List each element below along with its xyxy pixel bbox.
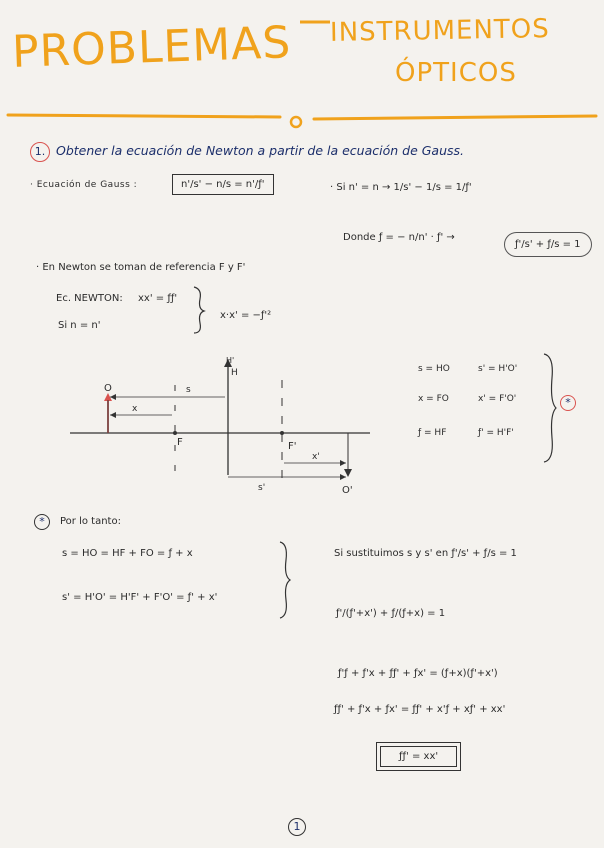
label-h: H	[231, 368, 238, 378]
expanded-equation: ƒ'ƒ + ƒ'x + ƒƒ' + ƒx' = (ƒ+x)(ƒ'+x')	[338, 668, 498, 679]
optics-diagram	[60, 345, 380, 505]
newton-brace	[190, 285, 210, 335]
label-x: x	[132, 404, 138, 414]
newton-equation: xx' = ƒƒ'	[138, 293, 178, 304]
therefore-label: Por lo tanto:	[60, 516, 121, 527]
def-f: ƒ = HF	[418, 428, 447, 438]
page-number: 1	[288, 818, 306, 836]
derivation-brace	[276, 540, 296, 620]
label-o: O	[104, 383, 112, 394]
label-op: O'	[342, 485, 353, 496]
newton-equation-2: x·x' = −ƒ'²	[220, 310, 272, 321]
newton-intro: · En Newton se toman de referencia F y F'	[36, 262, 246, 273]
newton-si: Si n = n'	[58, 320, 101, 331]
title-problemas: PROBLEMAS	[11, 17, 293, 78]
s-equation: s = HO = HF + FO = ƒ + x	[62, 548, 193, 559]
fraction-equation: ƒ'/(ƒ'+x') + ƒ/(ƒ+x) = 1	[336, 608, 446, 619]
substitution-text: Si sustituimos s y s' en ƒ'/s' + ƒ/s = 1	[334, 548, 517, 559]
gauss-case: · Si n' = n → 1/s' − 1/s = 1/ƒ'	[330, 182, 472, 193]
gauss-equation: n'/s' − n/s = n'/ƒ'	[172, 174, 274, 195]
title-instrumentos: INSTRUMENTOS	[329, 14, 551, 48]
problem-statement: Obtener la ecuación de Newton a partir de la ecuación de Gauss.	[56, 143, 464, 158]
def-x: x = FO	[418, 394, 449, 404]
label-xp: x'	[312, 452, 320, 462]
label-sp: s'	[258, 483, 266, 493]
star-marker: *	[560, 395, 576, 411]
label-s: s	[186, 385, 191, 395]
defs-brace	[540, 352, 560, 464]
gauss-donde: Donde ƒ = − n/n' · ƒ' →	[343, 232, 455, 243]
def-sp: s' = H'O'	[478, 364, 518, 374]
gauss-label: · Ecuación de Gauss :	[30, 180, 138, 190]
title-underline	[0, 0, 604, 140]
sp-equation: s' = H'O' = H'F' + F'O' = ƒ' + x'	[62, 592, 218, 603]
star-label: *	[34, 514, 50, 530]
label-f: F	[177, 437, 183, 448]
def-xp: x' = F'O'	[478, 394, 517, 404]
problem-number: 1.	[30, 142, 50, 162]
def-fp: ƒ' = H'F'	[478, 428, 514, 438]
final-result: ƒƒ' = xx'	[376, 742, 461, 771]
title-opticos: ÓPTICOS	[395, 58, 517, 88]
def-s: s = HO	[418, 364, 450, 374]
cancel-equation: ƒƒ' + ƒ'x + ƒx' = ƒƒ' + x'ƒ + xƒ' + xx'	[334, 704, 506, 715]
newton-ec-label: Ec. NEWTON:	[56, 293, 123, 304]
label-fp: F'	[288, 441, 297, 452]
gauss-result: ƒ'/s' + ƒ/s = 1	[504, 232, 592, 257]
label-hp: H'	[226, 356, 235, 365]
